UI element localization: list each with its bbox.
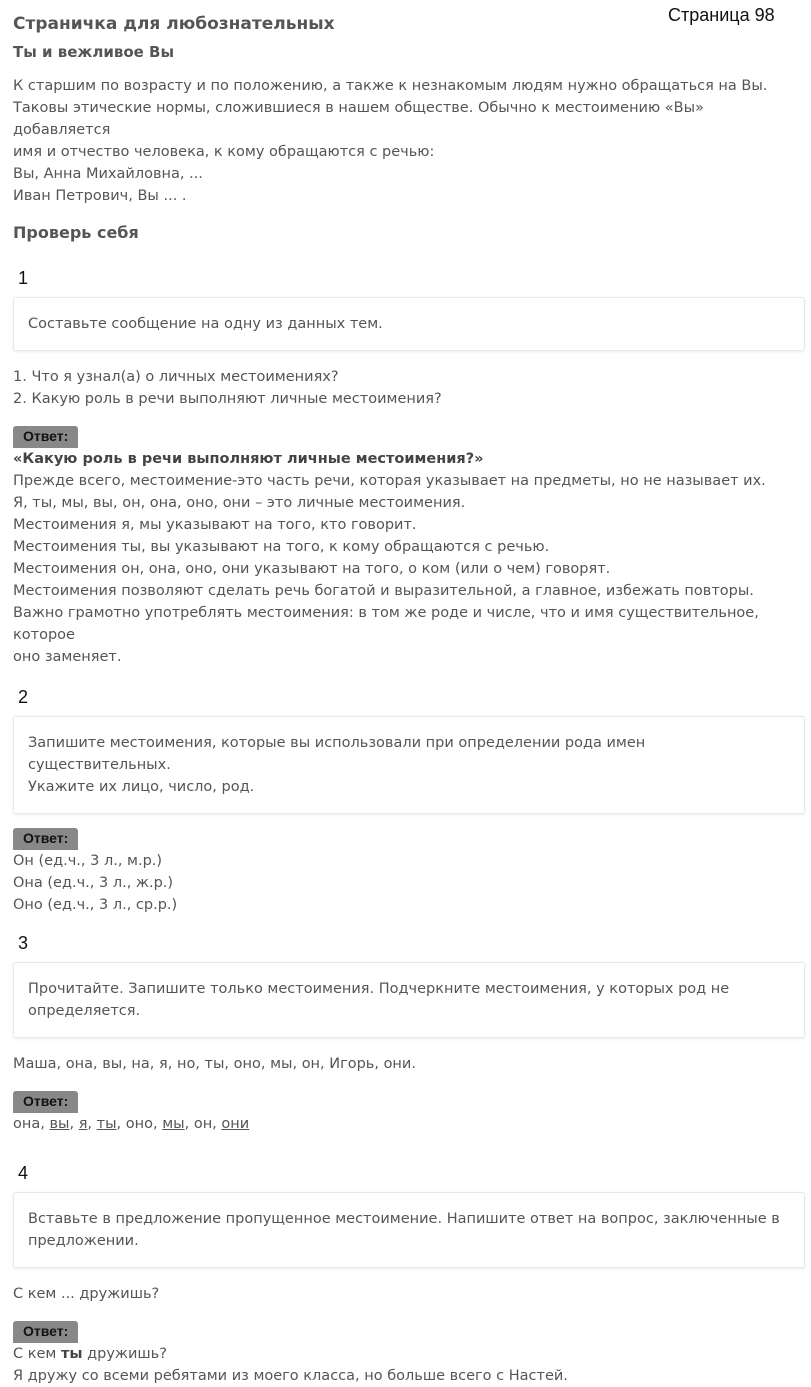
task-body	[13, 366, 803, 410]
answer-badge: Ответ:	[13, 1321, 78, 1343]
task-prompt: Прочитайте. Запишите только местоимения. Подчеркните местоимения, у которых род не	[28, 981, 730, 997]
section-title: Проверь себя	[13, 223, 139, 242]
answer-heading: «Какую роль в речи выполняют личные местоимения?»	[13, 451, 484, 467]
task-prompt: Вставьте в предложение пропущенное местоимение. Напишите ответ на вопрос, заключенные в	[28, 1211, 780, 1227]
answer-token: она	[13, 1116, 41, 1132]
answer-line: Он (ед.ч., 3 л., м.р.)	[13, 853, 163, 869]
answer-token-underlined: они	[221, 1116, 250, 1132]
answer-badge: Ответ:	[13, 828, 78, 850]
answer-line	[13, 1113, 803, 1135]
task-prompt: Составьте сообщение на одну из данных тем.	[28, 316, 383, 332]
answer-token-underlined: ты	[96, 1116, 117, 1132]
intro-line: Таковы этические нормы, сложившиеся в нашем обществе. Обычно к местоимению «Вы» добавляется	[13, 100, 709, 138]
answer-line: Важно грамотно употреблять местоимения: в том же роде и числе, что и имя существительное, которое	[13, 605, 764, 643]
task-number: 4	[18, 1163, 29, 1183]
answer-token-underlined: вы	[49, 1116, 70, 1132]
task-number: 1	[18, 268, 29, 288]
document-content	[13, 12, 803, 1387]
task-body-line: 2. Какую роль в речи выполняют личные местоимения?	[13, 391, 442, 407]
answer-line: Местоимения я, мы указывают на того, кто говорит.	[13, 517, 417, 533]
answer-text: дружишь?	[82, 1346, 167, 1362]
task-body	[13, 1283, 803, 1305]
answer-block	[13, 828, 803, 916]
task-body-line: Маша, она, вы, на, я, но, ты, оно, мы, он, Игорь, они.	[13, 1056, 416, 1072]
answer-block	[13, 1091, 803, 1135]
intro-line: Вы, Анна Михайловна, ...	[13, 166, 203, 182]
answer-token: ,	[87, 1116, 97, 1132]
answer-line	[13, 1343, 803, 1365]
page-subtitle: Ты и вежливое Вы	[13, 43, 175, 61]
task-body-line: С кем ... дружишь?	[13, 1286, 160, 1302]
answer-line: Я дружу со всеми ребятами из моего класса, но больше всего с Настей.	[13, 1368, 568, 1384]
task-prompt: определяется.	[28, 1003, 141, 1019]
intro-line: К старшим по возрасту и по положению, а также к незнакомым людям нужно обращаться на Вы.	[13, 78, 768, 94]
task-number: 3	[18, 933, 29, 953]
answer-line: оно заменяет.	[13, 649, 122, 665]
task-prompt-box	[13, 716, 805, 814]
task-3	[13, 931, 803, 1135]
task-prompt: Укажите их лицо, число, род.	[28, 779, 255, 795]
answer-text: С кем	[13, 1346, 61, 1362]
page-number: Страница 98	[668, 5, 775, 25]
answer-token: ,	[69, 1116, 79, 1132]
answer-block	[13, 426, 803, 668]
task-body-line: 1. Что я узнал(а) о личных местоимениях?	[13, 369, 339, 385]
task-prompt-box	[13, 297, 805, 351]
answer-badge: Ответ:	[13, 426, 78, 448]
task-body	[13, 1053, 803, 1075]
answer-line: Прежде всего, местоимение-это часть речи, которая указывает на предметы, но не называет их.	[13, 473, 766, 489]
answer-line: Я, ты, мы, вы, он, она, оно, они – это личные местоимения.	[13, 495, 466, 511]
answer-line: Местоимения ты, вы указывают на того, к кому обращаются с речью.	[13, 539, 550, 555]
answer-token: , он,	[184, 1116, 222, 1132]
task-prompt-box	[13, 1192, 805, 1268]
answer-badge: Ответ:	[13, 1091, 78, 1113]
task-prompt: предложении.	[28, 1233, 139, 1249]
task-1	[13, 266, 803, 668]
task-prompt-box	[13, 962, 805, 1038]
answer-line: Оно (ед.ч., 3 л., ср.р.)	[13, 897, 178, 913]
answer-block	[13, 1321, 803, 1387]
answer-highlight: ты	[60, 1346, 83, 1362]
intro-line: имя и отчество человека, к кому обращаются с речью:	[13, 144, 435, 160]
answer-line: Местоимения позволяют сделать речь богатой и выразительной, а главное, избежать повторы.	[13, 583, 754, 599]
task-prompt: Запишите местоимения, которые вы использовали при определении рода имен существительных.	[28, 735, 650, 773]
answer-token-underlined: мы	[162, 1116, 185, 1132]
task-number: 2	[18, 687, 29, 707]
task-2	[13, 685, 803, 916]
intro-text	[13, 75, 803, 207]
page-title: Страничка для любознательных	[13, 14, 335, 34]
answer-token: , оно,	[116, 1116, 163, 1132]
intro-line: Иван Петрович, Вы ... .	[13, 188, 187, 204]
answer-token-underlined: я	[78, 1116, 88, 1132]
answer-token: ,	[40, 1116, 50, 1132]
answer-line: Местоимения он, она, оно, они указывают на того, о ком (или о чем) говорят.	[13, 561, 611, 577]
answer-line: Она (ед.ч., 3 л., ж.р.)	[13, 875, 174, 891]
task-4	[13, 1161, 803, 1387]
